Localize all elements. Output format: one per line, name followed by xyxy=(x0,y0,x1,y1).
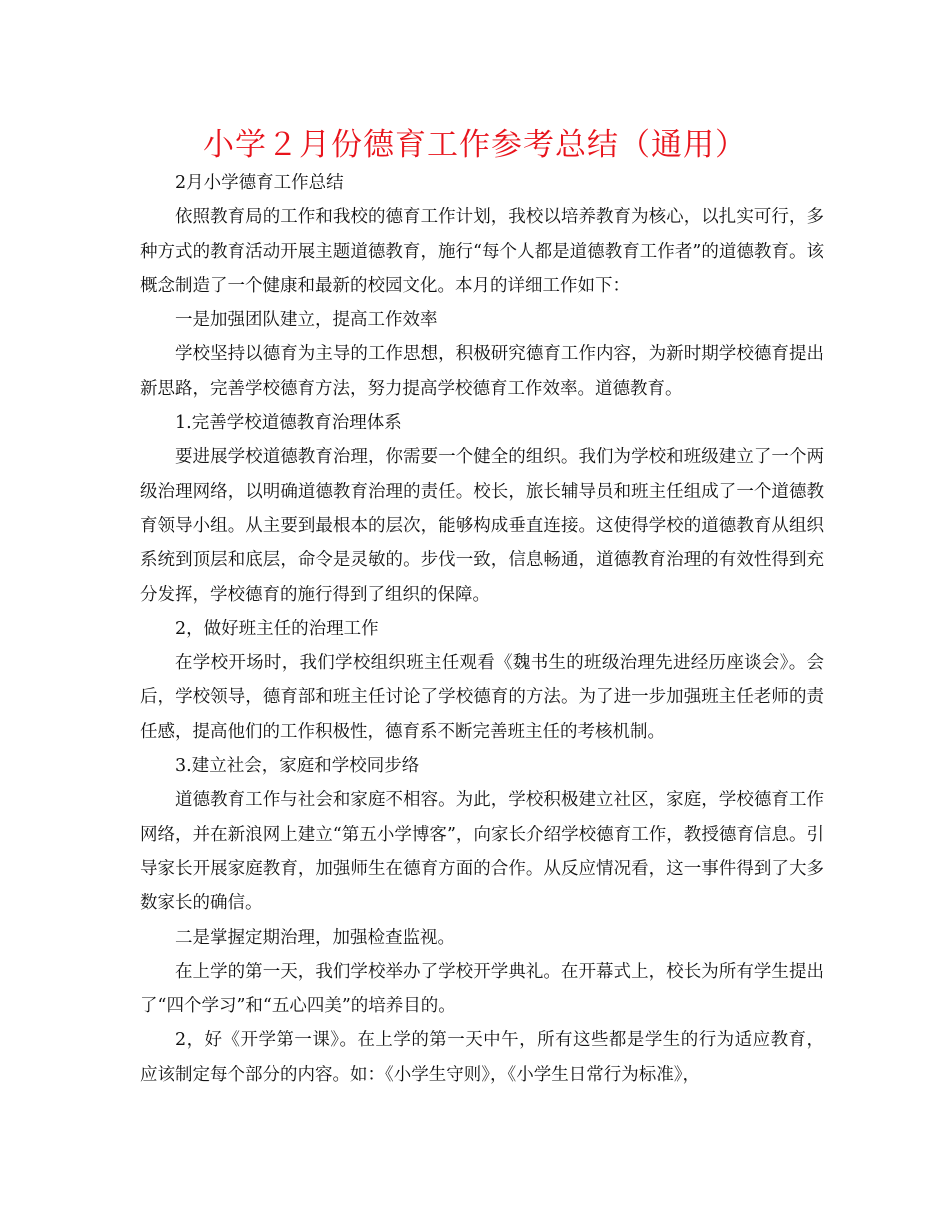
body-paragraph: 要进展学校道德教育治理，你需要一个健全的组织。我们为学校和班级建立了一个两级治理网络，以明确道德教育治理的责任。校长，旅长辅导员和班主任组成了一个道德教育领导小组。从主要到最根本的层次，能够构成垂直连接。这使得学校的道德教育从组织系统到顶层和底层，命令是灵敏的。步伐一致，信息畅通，道德教育治理的有效性得到充分发挥，学校德育的施行得到了组织的保障。 xyxy=(140,447,824,605)
body-paragraph: 2，好《开学第一课》。在上学的第一天中午，所有这些都是学生的行为适应教育，应该制定每个部分的内容。如：《小学生守则》，《小学生日常行为标准》， xyxy=(140,1030,824,1085)
body-paragraph: 在学校开场时，我们学校组织班主任观看《魏书生的班级治理先进经历座谈会》。会后，学校领导，德育部和班主任讨论了学校德育的方法。为了进一步加强班主任老师的责任感，提高他们的工作积极性，德育系不断完善班主任的考核机制。 xyxy=(140,653,824,742)
body-paragraph: 在上学的第一天，我们学校举办了学校开学典礼。在开幕式上，校长为所有学生提出了“四个学习”和“五心四美”的培养目的。 xyxy=(140,961,824,1017)
section-heading: 3.建立社会，家庭和学校同步络 xyxy=(175,756,420,777)
section-heading: 2月小学德育工作总结 xyxy=(175,173,344,193)
body-paragraph: 道德教育工作与社会和家庭不相容。为此，学校积极建立社区，家庭，学校德育工作网络，并在新浪网上建立“第五小学博客”，向家长介绍学校德育工作，教授德育信息。引导家长开展家庭教育，加强师生在德育方面的合作。从反应情况看，这一事件得到了大多数家长的确信。 xyxy=(140,790,824,914)
section-heading: 一是加强团队建立，提高工作效率 xyxy=(175,310,438,331)
document-title: 小学２月份德育工作参考总结（通用） xyxy=(203,127,747,163)
body-paragraph: 依照教育局的工作和我校的德育工作计划，我校以培养教育为核心，以扎实可行，多种方式的教育活动开展主题道德教育，施行“每个人都是道德教育工作者”的道德教育。该概念制造了一个健康和最新的校园文化。本月的详细工作如下： xyxy=(140,207,824,296)
body-paragraph: 学校坚持以德育为主导的工作思想，积极研究德育工作内容，为新时期学校德育提出新思路，完善学校德育方法，努力提高学校德育工作效率。道德教育。 xyxy=(140,344,824,399)
section-heading: 1.完善学校道德教育治理体系 xyxy=(175,413,402,434)
document-body xyxy=(140,166,824,1092)
section-heading: 2，做好班主任的治理工作 xyxy=(175,618,379,639)
section-heading: 二是掌握定期治理，加强检查监视。 xyxy=(175,927,455,948)
